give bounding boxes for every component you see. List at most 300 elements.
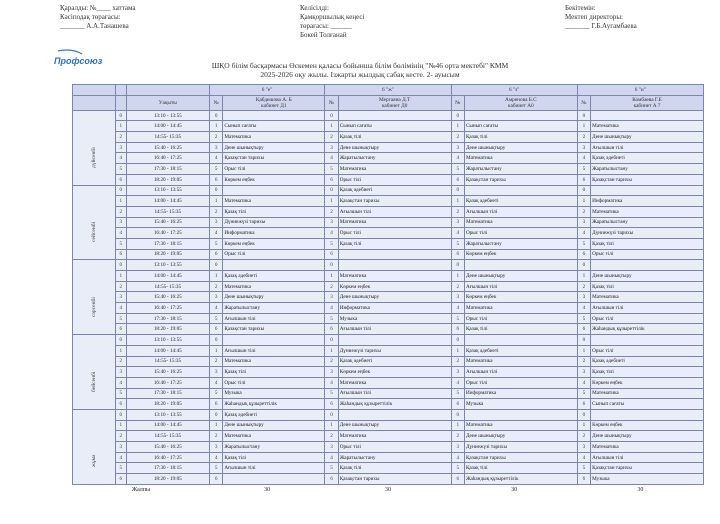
lesson-subject: Қазақстан тарихы — [464, 452, 577, 463]
class-total: 30 — [577, 484, 703, 494]
lesson-number: 1 — [577, 196, 590, 207]
corner-cell — [126, 85, 209, 96]
lesson-time: 14:55- 15:35 — [126, 356, 209, 367]
lesson-subject: Дене шынықтыру — [223, 292, 325, 303]
table-row — [73, 238, 704, 249]
table-row — [73, 324, 704, 335]
lesson-subject — [591, 110, 704, 121]
lesson-number: 5 — [209, 238, 222, 249]
lesson-subject: Жаһандық құзыреттілік — [591, 324, 704, 335]
lesson-number: 3 — [451, 217, 464, 228]
lesson-subject: Орыс тілі — [338, 228, 451, 239]
lesson-number: 4 — [451, 153, 464, 164]
lesson-time: 15:40 - 16:25 — [126, 142, 209, 153]
row-number: 4 — [115, 228, 126, 239]
lesson-number: 4 — [325, 153, 338, 164]
lesson-subject: Ағылшын тілі — [464, 367, 577, 378]
lesson-time: 14:55- 15:35 — [126, 281, 209, 292]
lesson-number: 3 — [577, 292, 590, 303]
lesson-subject: Қазақ тілі — [464, 132, 577, 143]
approval-block-left — [60, 4, 135, 31]
lesson-subject: Ағылшын тілі — [591, 452, 704, 463]
lesson-time: 18:20 - 19:05 — [126, 399, 209, 410]
day-label-cell — [73, 185, 116, 260]
lesson-subject: Қазақ тілі — [464, 324, 577, 335]
lesson-number: 4 — [577, 452, 590, 463]
document-title: ШҚО білім басқармасы Өскемен қаласы бойынша білім бөлімінің "№46 орта мектебі" КММ — [211, 61, 509, 70]
lesson-subject: Дене шынықтыру — [223, 420, 325, 431]
lesson-number: 0 — [451, 110, 464, 121]
lesson-time: 14:00 - 14:45 — [126, 196, 209, 207]
approval-left-line-3: _______ А.А.Танашева — [60, 22, 129, 30]
lesson-time: 17:30 - 18:15 — [126, 388, 209, 399]
lesson-time: 17:30 - 18:15 — [126, 238, 209, 249]
row-number: 4 — [115, 377, 126, 388]
lesson-subject: Информатика — [591, 196, 704, 207]
lesson-time: 13:10 - 13:55 — [126, 409, 209, 420]
lesson-number: 1 — [209, 121, 222, 132]
lesson-number: 3 — [209, 217, 222, 228]
table-row — [73, 313, 704, 324]
lesson-time: 17:30 - 18:15 — [126, 463, 209, 474]
lesson-number: 0 — [577, 335, 590, 346]
lesson-number: 4 — [451, 228, 464, 239]
lesson-number: 2 — [577, 356, 590, 367]
lesson-number: 3 — [577, 367, 590, 378]
table-row — [73, 463, 704, 474]
lesson-number: 3 — [209, 367, 222, 378]
lesson-subject: Дүниежүзі тарихы — [591, 228, 704, 239]
lesson-time: 14:00 - 14:45 — [126, 420, 209, 431]
lesson-subject: Орыс тілі — [338, 442, 451, 453]
table-row — [73, 367, 704, 378]
lesson-time: 18:20 - 19:05 — [126, 324, 209, 335]
lesson-subject: Жаратылыстану — [338, 452, 451, 463]
header-row-teachers — [73, 95, 704, 110]
table-row — [73, 281, 704, 292]
lesson-subject: Көркем еңбек — [464, 249, 577, 260]
lesson-number: 4 — [209, 153, 222, 164]
lesson-subject — [223, 185, 325, 196]
lesson-number: 6 — [451, 174, 464, 185]
lesson-subject: Қазақ тілі — [591, 238, 704, 249]
lesson-number: 1 — [451, 271, 464, 282]
class-name-header: 6 "е" — [209, 85, 324, 96]
lesson-subject: Көркем еңбек — [338, 367, 451, 378]
lesson-time: 14:00 - 14:45 — [126, 271, 209, 282]
lesson-subject: Көркем еңбек — [223, 174, 325, 185]
lesson-subject: Дене шынықтыру — [591, 132, 704, 143]
time-column-header: Уақыты — [126, 95, 209, 110]
lesson-subject: Математика — [464, 153, 577, 164]
room-name: кабинет Д1 — [261, 102, 287, 109]
lesson-number: 3 — [577, 142, 590, 153]
lesson-number: 1 — [451, 345, 464, 356]
row-number: 5 — [115, 388, 126, 399]
teacher-header — [591, 95, 704, 110]
lesson-number: 5 — [325, 313, 338, 324]
lesson-subject: Көркем еңбек — [591, 420, 704, 431]
table-row — [73, 409, 704, 420]
day-label-cell — [73, 110, 116, 185]
lesson-number: 0 — [577, 185, 590, 196]
lesson-number: 6 — [325, 324, 338, 335]
lesson-number: 2 — [325, 431, 338, 442]
lesson-subject: Жаратылыстану — [464, 238, 577, 249]
lesson-subject: Музыка — [464, 399, 577, 410]
lesson-subject: Математика — [338, 217, 451, 228]
lesson-number: 0 — [325, 409, 338, 420]
lesson-number: 2 — [451, 206, 464, 217]
lesson-subject: Дүниежүзі тарихы — [464, 442, 577, 453]
lesson-number: 4 — [577, 377, 590, 388]
lesson-number: 6 — [451, 399, 464, 410]
lesson-number: 5 — [325, 388, 338, 399]
table-row — [73, 153, 704, 164]
lesson-number-header: № — [577, 95, 590, 110]
lesson-number: 6 — [325, 249, 338, 260]
lesson-time: 14:55- 15:35 — [126, 431, 209, 442]
lesson-number: 4 — [209, 228, 222, 239]
lesson-subject: Қазақ әдебиеті — [464, 345, 577, 356]
lesson-number: 1 — [209, 420, 222, 431]
lesson-number: 1 — [209, 271, 222, 282]
lesson-subject: Математика — [464, 303, 577, 314]
lesson-subject: Дене шынықтыру — [338, 292, 451, 303]
lesson-number: 6 — [577, 399, 590, 410]
lesson-subject: Орыс тілі — [591, 345, 704, 356]
lesson-number: 0 — [325, 335, 338, 346]
lesson-subject: Дене шынықтыру — [338, 420, 451, 431]
class-total: 30 — [209, 484, 324, 494]
lesson-subject: Орыс тілі — [464, 313, 577, 324]
lesson-subject: Қазақ тілі — [338, 132, 451, 143]
lesson-subject: Қазақстан тарихы — [223, 153, 325, 164]
row-number: 0 — [115, 335, 126, 346]
table-row — [73, 249, 704, 260]
row-number: 4 — [115, 303, 126, 314]
lesson-subject: Математика — [338, 271, 451, 282]
row-number: 0 — [115, 409, 126, 420]
lesson-number: 0 — [209, 335, 222, 346]
day-label: сейсенбі — [90, 222, 97, 243]
lesson-subject: Математика — [223, 356, 325, 367]
lesson-subject — [591, 185, 704, 196]
approval-mid-line-2: Қамқоршылық кеңесі — [300, 13, 365, 21]
lesson-number: 1 — [325, 196, 338, 207]
row-number: 6 — [115, 324, 126, 335]
row-number: 6 — [115, 249, 126, 260]
lesson-number: 0 — [451, 409, 464, 420]
table-row — [73, 452, 704, 463]
document-subtitle: 2025-2026 оқу жылы. Ізжарты жылдық сабақ кесте. 2- ауысым — [260, 70, 460, 79]
lesson-subject: Қазақстан тарихы — [338, 196, 451, 207]
lesson-subject: Орыс тілі — [591, 249, 704, 260]
lesson-number: 0 — [209, 260, 222, 271]
table-row — [73, 345, 704, 356]
lesson-number: 6 — [209, 174, 222, 185]
lesson-number: 4 — [325, 228, 338, 239]
lesson-number-header: № — [209, 95, 222, 110]
lesson-number: 2 — [209, 356, 222, 367]
lesson-subject: Ағылшын тілі — [223, 313, 325, 324]
lesson-subject: Дене шынықтыру — [223, 142, 325, 153]
approval-right-line-3: _______ Г.Б.Аугамбаева — [565, 22, 637, 30]
lesson-subject: Математика — [223, 281, 325, 292]
lesson-subject: Дене шынықтыру — [591, 431, 704, 442]
lesson-number: 5 — [209, 313, 222, 324]
lesson-number: 1 — [577, 121, 590, 132]
lesson-subject: Информатика — [464, 388, 577, 399]
row-number: 2 — [115, 431, 126, 442]
day-label-cell — [73, 335, 116, 410]
table-row — [73, 110, 704, 121]
lesson-number: 1 — [209, 196, 222, 207]
lesson-subject: Математика — [338, 431, 451, 442]
row-number: 1 — [115, 420, 126, 431]
lesson-subject: Ағылшын тілі — [591, 303, 704, 314]
lesson-subject: Көркем еңбек — [464, 292, 577, 303]
lesson-subject: Жаһандық құзыреттілік — [223, 399, 325, 410]
lesson-subject: Музыка — [591, 474, 704, 485]
lesson-subject: Математика — [464, 356, 577, 367]
lesson-subject: Дене шынықтыру — [591, 271, 704, 282]
lesson-number: 6 — [577, 174, 590, 185]
lesson-subject: Математика — [591, 292, 704, 303]
approval-left-line-1: Қаралды: №____ хаттама — [60, 4, 136, 12]
lesson-subject: Қазақ тілі — [338, 463, 451, 474]
lesson-number: 6 — [451, 249, 464, 260]
table-row — [73, 217, 704, 228]
lesson-subject: Математика — [591, 121, 704, 132]
lesson-time: 15:40 - 16:25 — [126, 217, 209, 228]
lesson-number: 3 — [209, 442, 222, 453]
lesson-subject: Қазақ әдебиеті — [223, 271, 325, 282]
lesson-number: 3 — [325, 442, 338, 453]
lesson-subject: Қазақ тілі — [338, 238, 451, 249]
lesson-number: 1 — [325, 345, 338, 356]
table-row — [73, 474, 704, 485]
lesson-subject: Қазақ әдебиеті — [338, 185, 451, 196]
lesson-subject: Дене шынықтыру — [464, 142, 577, 153]
lesson-subject — [591, 260, 704, 271]
lesson-subject — [223, 260, 325, 271]
lesson-number: 1 — [209, 345, 222, 356]
approval-mid-line-4: Бокей Толғанай — [300, 31, 347, 39]
lesson-number: 1 — [451, 420, 464, 431]
lesson-number: 3 — [325, 367, 338, 378]
room-name: кабинет А0 — [508, 102, 534, 109]
day-label: дүйсенбі — [90, 146, 97, 168]
lesson-number: 3 — [325, 142, 338, 153]
lesson-number: 5 — [325, 463, 338, 474]
lesson-number: 2 — [209, 206, 222, 217]
day-label: жұма — [90, 454, 97, 467]
table-row — [73, 228, 704, 239]
lesson-subject: Математика — [223, 431, 325, 442]
lesson-subject: Орыс тілі — [223, 164, 325, 175]
lesson-time: 14:00 - 14:45 — [126, 345, 209, 356]
corner-cell — [73, 85, 116, 96]
teacher-header — [464, 95, 577, 110]
lesson-number: 5 — [451, 313, 464, 324]
table-row — [73, 292, 704, 303]
lesson-number: 4 — [577, 228, 590, 239]
lesson-subject: Дене шынықтыру — [464, 431, 577, 442]
lesson-subject: Ағылшын тілі — [338, 388, 451, 399]
lesson-number: 4 — [209, 303, 222, 314]
lesson-subject: Көркем еңбек — [591, 377, 704, 388]
lesson-subject: Сынып сағаты — [223, 121, 325, 132]
lesson-subject: Сынып сағаты — [338, 121, 451, 132]
table-row — [73, 303, 704, 314]
lesson-subject — [464, 110, 577, 121]
lesson-number: 5 — [577, 388, 590, 399]
lesson-number: 2 — [325, 281, 338, 292]
lesson-subject: Жаһандық құзыреттілік — [464, 474, 577, 485]
lesson-number: 5 — [451, 463, 464, 474]
lesson-time: 13:10 - 13:55 — [126, 260, 209, 271]
lesson-subject: Ағылшын тілі — [223, 345, 325, 356]
lesson-subject — [338, 249, 451, 260]
lesson-subject: Жаһандық құзыреттілік — [338, 399, 451, 410]
lesson-time: 13:10 - 13:55 — [126, 185, 209, 196]
lesson-subject: Қазақстан тарихы — [223, 324, 325, 335]
lesson-subject: Математика — [464, 217, 577, 228]
table-row — [73, 399, 704, 410]
row-number: 5 — [115, 463, 126, 474]
lesson-subject: Музыка — [223, 388, 325, 399]
class-name-header: 6 "з" — [451, 85, 577, 96]
table-row — [73, 442, 704, 453]
row-number: 5 — [115, 238, 126, 249]
lesson-number: 3 — [451, 142, 464, 153]
lesson-number: 0 — [325, 185, 338, 196]
lesson-time: 16:40 - 17:25 — [126, 228, 209, 239]
lesson-number: 4 — [451, 303, 464, 314]
row-number: 0 — [115, 260, 126, 271]
lesson-number: 3 — [451, 442, 464, 453]
lesson-number: 4 — [325, 303, 338, 314]
lesson-subject: Қазақстан тарихы — [591, 463, 704, 474]
lesson-subject: Ағылшын тілі — [591, 142, 704, 153]
lesson-subject: Жаратылыстану — [591, 164, 704, 175]
approval-block-right — [565, 4, 637, 31]
lesson-number: 5 — [209, 164, 222, 175]
row-number: 2 — [115, 206, 126, 217]
lesson-number: 5 — [577, 164, 590, 175]
row-number: 1 — [115, 196, 126, 207]
row-number: 0 — [115, 110, 126, 121]
lesson-subject: Қазақ әдебиеті — [591, 153, 704, 164]
lesson-subject: Қазақстан тарихы — [338, 474, 451, 485]
lesson-subject — [464, 335, 577, 346]
approval-block-middle — [300, 4, 364, 40]
lesson-time: 16:40 - 17:25 — [126, 377, 209, 388]
approval-right-line-2: Мектеп директоры: — [565, 13, 624, 21]
lesson-number: 2 — [209, 132, 222, 143]
row-number: 3 — [115, 217, 126, 228]
lesson-subject: Математика — [464, 420, 577, 431]
approval-mid-line-1: Келісілді: — [300, 4, 329, 12]
lesson-subject: Жаратылыстану — [223, 303, 325, 314]
lesson-number: 3 — [577, 442, 590, 453]
lesson-time: 17:30 - 18:15 — [126, 313, 209, 324]
lesson-number: 6 — [209, 249, 222, 260]
lesson-number: 2 — [325, 132, 338, 143]
lesson-number: 1 — [577, 271, 590, 282]
lesson-number: 2 — [325, 356, 338, 367]
lesson-subject: Дене шынықтыру — [338, 142, 451, 153]
lesson-subject: Математика — [338, 164, 451, 175]
lesson-number: 0 — [577, 260, 590, 271]
table-row — [73, 142, 704, 153]
row-number: 3 — [115, 142, 126, 153]
lesson-time: 14:55- 15:35 — [126, 206, 209, 217]
lesson-number: 2 — [577, 132, 590, 143]
class-name-header: 6 "ж" — [325, 85, 451, 96]
lesson-subject: Математика — [591, 442, 704, 453]
lesson-subject: Көркем еңбек — [338, 281, 451, 292]
lesson-number: 5 — [577, 313, 590, 324]
lesson-subject: Музыка — [338, 313, 451, 324]
lesson-number: 5 — [451, 388, 464, 399]
lesson-subject: Сынып сағаты — [591, 399, 704, 410]
lesson-subject: Дүниежүзі тарихы — [338, 345, 451, 356]
lesson-subject: Дүниежүзі тарихы — [223, 217, 325, 228]
lesson-number: 5 — [577, 238, 590, 249]
logo-text: Профсоюз — [54, 56, 103, 66]
lesson-subject: Математика — [338, 377, 451, 388]
lesson-number: 4 — [325, 452, 338, 463]
lesson-number: 6 — [325, 474, 338, 485]
lesson-subject — [223, 335, 325, 346]
row-number: 3 — [115, 367, 126, 378]
lesson-number: 2 — [577, 431, 590, 442]
lesson-time: 18:20 - 19:05 — [126, 474, 209, 485]
teacher-name: Амренова Б.С — [505, 96, 537, 103]
lesson-number: 6 — [451, 324, 464, 335]
lesson-number: 1 — [577, 420, 590, 431]
lesson-number: 0 — [451, 185, 464, 196]
day-label-cell — [73, 409, 116, 484]
lesson-number: 5 — [209, 388, 222, 399]
lesson-subject: Жаратылыстану — [591, 217, 704, 228]
lesson-subject: Математика — [223, 196, 325, 207]
day-label: сәрсенбі — [90, 297, 97, 318]
table-row — [73, 271, 704, 282]
lesson-number: 5 — [451, 238, 464, 249]
lesson-time: 13:10 - 13:55 — [126, 335, 209, 346]
lesson-subject: Ағылшын тілі — [338, 206, 451, 217]
room-name: кабинет Д0 — [381, 102, 408, 109]
lesson-subject — [591, 335, 704, 346]
lesson-subject: Қазақ әдебиеті — [338, 356, 451, 367]
row-number: 2 — [115, 356, 126, 367]
lesson-time: 15:40 - 16:25 — [126, 367, 209, 378]
lesson-number: 4 — [325, 377, 338, 388]
lesson-number: 0 — [209, 185, 222, 196]
lesson-time: 18:20 - 19:05 — [126, 249, 209, 260]
approval-right-line-1: Бекітемін: — [565, 4, 596, 12]
lesson-time: 13:10 - 13:55 — [126, 110, 209, 121]
lesson-number: 4 — [577, 153, 590, 164]
lesson-number: 0 — [325, 110, 338, 121]
lesson-subject: Қазақ әдебиеті — [464, 196, 577, 207]
lesson-number: 4 — [451, 452, 464, 463]
lesson-subject: Сынып сағаты — [464, 121, 577, 132]
lesson-subject: Қазақ тілі — [464, 463, 577, 474]
